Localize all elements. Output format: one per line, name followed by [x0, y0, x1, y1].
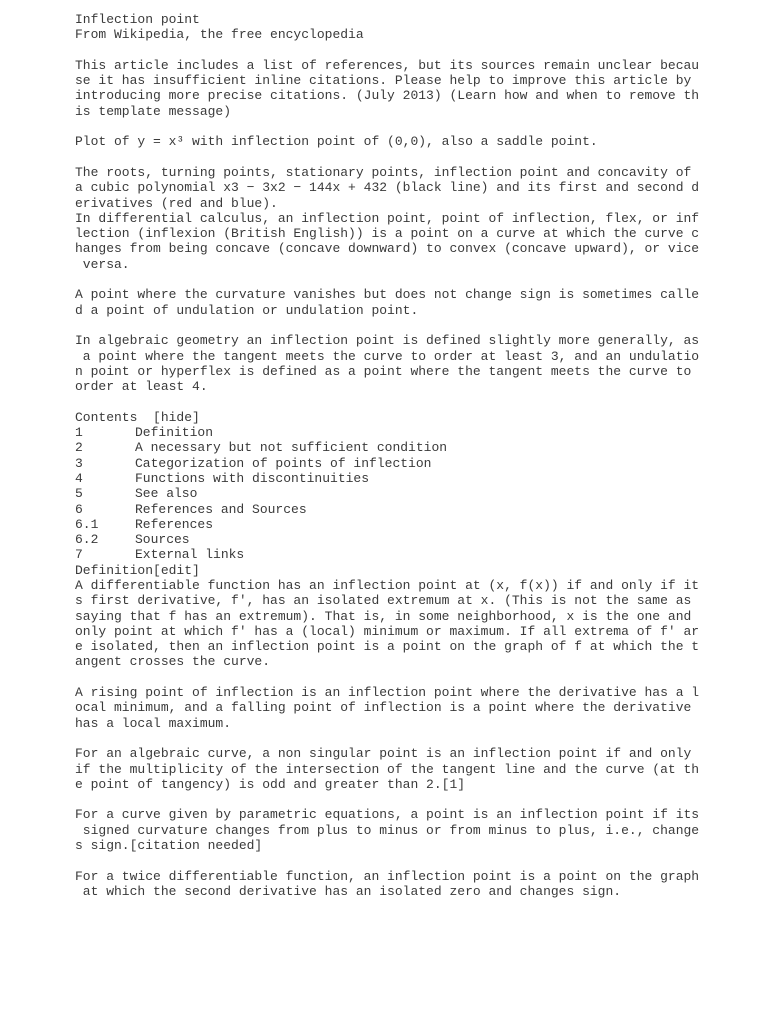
- toc-item[interactable]: [75, 517, 685, 532]
- toc-number: 3: [75, 455, 83, 471]
- toc-number: 7: [75, 547, 83, 563]
- toc-number: 5: [75, 486, 83, 502]
- page-title: Inflection point: [75, 12, 200, 27]
- figure-caption-1: Plot of y = x³ with inflection point of (0,0), also a saddle point.: [75, 134, 598, 150]
- toc-number: 6.1: [75, 516, 99, 532]
- toc-item[interactable]: [75, 440, 685, 455]
- toc-label: Categorization of points of inflection: [135, 455, 432, 471]
- toc-number: 6: [75, 501, 83, 517]
- toc-number: 2: [75, 440, 83, 456]
- toc-label: See also: [135, 486, 198, 502]
- toc-number: 4: [75, 470, 83, 486]
- toc-item[interactable]: [75, 547, 685, 562]
- toc-item[interactable]: [75, 471, 685, 486]
- definition-paragraph-2: A rising point of inflection is an inflection point where the derivative has a l ocal minimum, and a falling point of inflection is a point where the derivative has a local maximum.: [75, 685, 700, 731]
- definition-paragraph-3: For an algebraic curve, a non singular point is an inflection point if and only if the multiplicity of the intersection of the tangent line and the curve (at th e point of tangency) is odd and greater than 2.[1]: [75, 746, 700, 792]
- toc-label: External links: [135, 547, 245, 563]
- toc-number: 1: [75, 425, 83, 441]
- definition-heading: Definition[edit]: [75, 562, 200, 578]
- toc-item[interactable]: [75, 425, 685, 440]
- toc-item[interactable]: [75, 532, 685, 547]
- toc-item[interactable]: [75, 502, 685, 517]
- definition-paragraph-4: For a curve given by parametric equations, a point is an inflection point if its signed curvature changes from plus to minus or from minus to plus, i.e., change s sign.[citation needed]: [75, 807, 700, 854]
- toc-label: References and Sources: [135, 501, 307, 517]
- figure-caption-2: The roots, turning points, stationary points, inflection point and concavity of a cubic polynomial x3 − 3x2 − 144x + 432 (black line) and its first and second d erivatives (red and blue).: [75, 164, 700, 211]
- citation-notice: This article includes a list of references, but its sources remain unclear becau se it has insufficient inline citations. Please help to improve this article by introducing more precise citations. (July 2013) (Learn how and when to remove th is template message): [75, 57, 700, 119]
- algebraic-paragraph: In algebraic geometry an inflection point is defined slightly more generally, as a point where the tangent meets the curve to order at least 3, and an undulatio n point or hyperflex is defined as a point where the tangent meets the curve to order at least 4.: [75, 333, 700, 395]
- definition-paragraph-1: A differentiable function has an inflection point at (x, f(x)) if and only if it s first derivative, f', has an isolated extremum at x. (This is not the same as saying that f has an extremum). That is, in some neighborhood, x is the one and only point at which f' has a (local) minimum or maximum. If all extrema of f' ar e isolated, then an inflection point is a point on the graph of f at which the t angent crosses the curve.: [75, 577, 700, 670]
- toc-item[interactable]: [75, 456, 685, 471]
- toc-item[interactable]: [75, 486, 685, 501]
- toc-label: Sources: [135, 532, 190, 548]
- intro-paragraph: In differential calculus, an inflection point, point of inflection, flex, or inf lection (inflexion (British English)) is a point on a curve at which the curve c hanges from being concave (concave downward) to convex (concave upward), or vice versa.: [75, 210, 700, 272]
- contents-heading[interactable]: Contents [hide]: [75, 409, 200, 425]
- toc-label: Definition: [135, 425, 214, 441]
- undulation-paragraph: A point where the curvature vanishes but does not change sign is sometimes calle d a point of undulation or undulation point.: [75, 287, 700, 318]
- toc-label: Functions with discontinuities: [135, 470, 370, 486]
- table-of-contents: [75, 425, 685, 563]
- definition-paragraph-5: For a twice differentiable function, an inflection point is a point on the graph at which the second derivative has an isolated zero and changes sign.: [75, 868, 700, 899]
- toc-label: A necessary but not sufficient condition: [135, 440, 448, 456]
- document: [75, 12, 700, 899]
- toc-number: 6.2: [75, 532, 99, 548]
- toc-label: References: [135, 516, 214, 532]
- page-subtitle: From Wikipedia, the free encyclopedia: [75, 27, 364, 43]
